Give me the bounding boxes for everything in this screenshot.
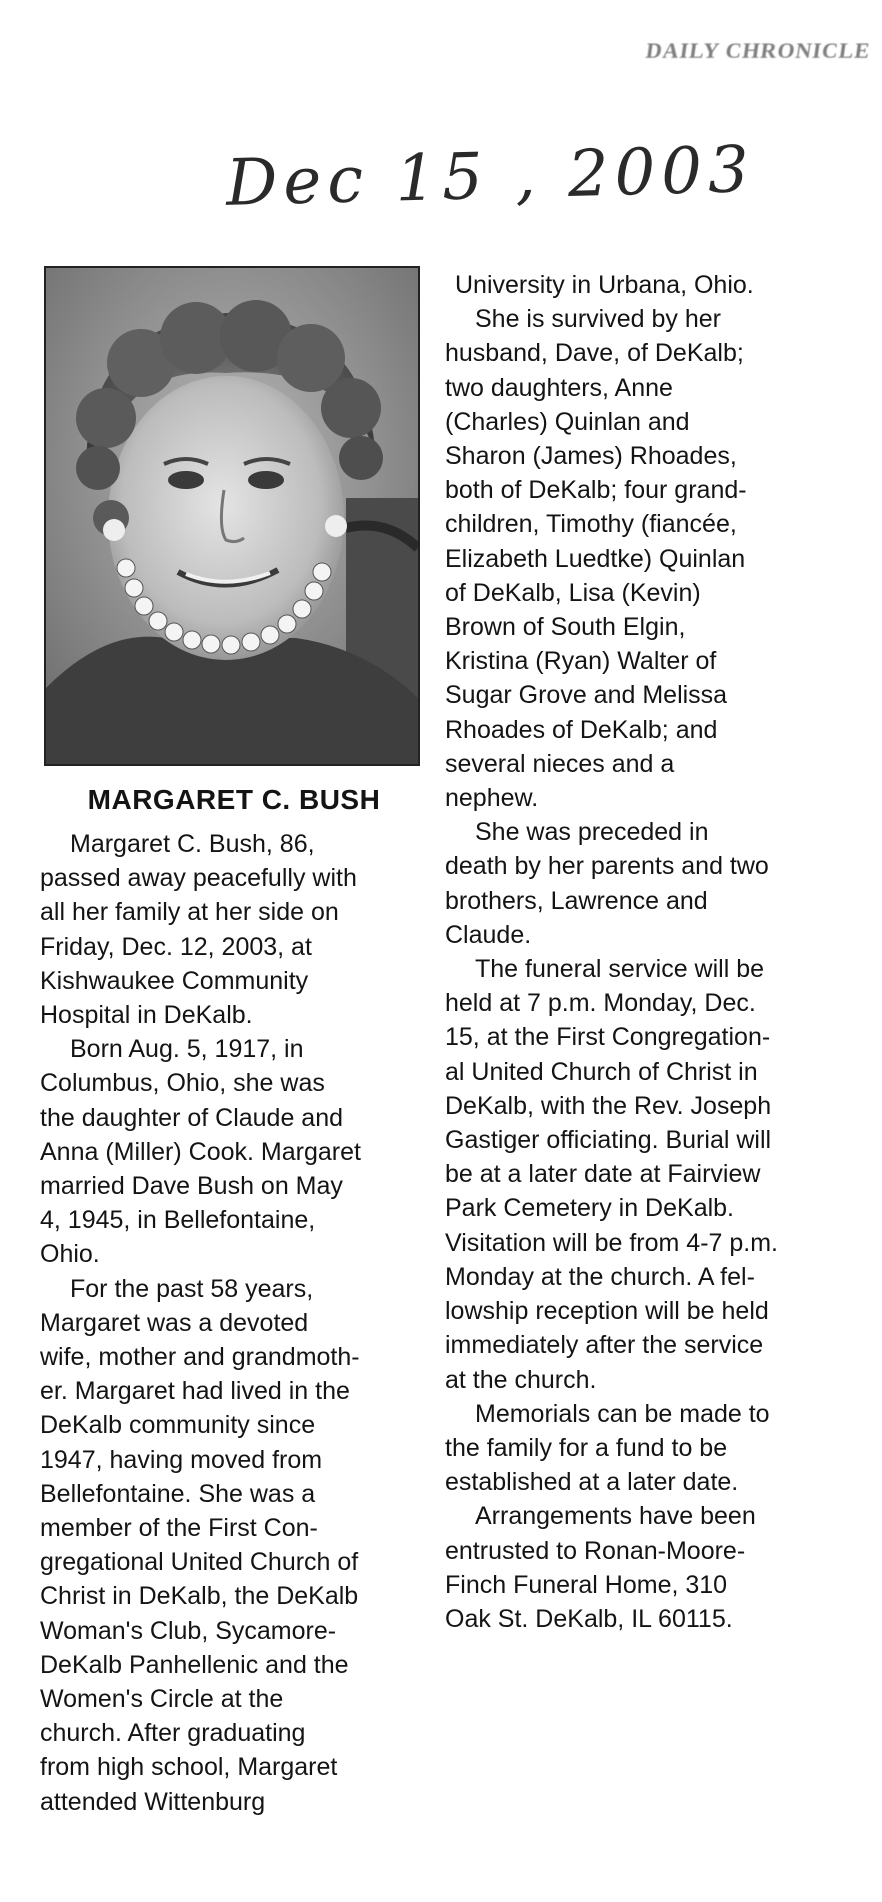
paragraph-arrangements: Arrangements have been entrusted to Ronan-Moore- Finch Funeral Home, 310 Oak St. DeKalb, IL 60115. — [445, 1502, 756, 1633]
paragraph-death-notice: Margaret C. Bush, 86, passed away peacefully with all her family at her side on Friday, Dec. 12, 2003, at Kishwaukee Community Hospital in DeKalb. — [40, 830, 357, 1030]
paragraph-survivors: She is survived by her husband, Dave, of DeKalb; two daughters, Anne (Charles) Quinlan and Sharon (James) Rhoades, both of DeKalb; four grand- children, Timothy (fiancée, Elizabeth Luedtke) Quinlan of DeKalb, Lisa (Kevin) Brown of South Elgin, Kristina (Ryan) Walter of Sugar Grove and Melissa Rhoades of DeKalb; and several nieces and a nephew. — [445, 305, 747, 813]
paragraph-funeral: The funeral service will be held at 7 p.m. Monday, Dec. 15, at the First Congregation- al United Church of Christ in DeKalb, with the Rev. Joseph Gastiger officiating. Burial will be at a later date at Fairview Park Cemetery in DeKalb. Visitation will be from 4-7 p.m. Monday at the church. A fel- lowship reception will be held immediately after the service at the church. — [445, 955, 778, 1394]
obituary-photo — [44, 266, 420, 766]
obituary-left-column — [40, 827, 420, 1819]
handwritten-date: Dec 15 , 2003 — [225, 133, 756, 221]
paragraph-life: For the past 58 years, Margaret was a devoted wife, mother and grandmoth- er. Margaret had lived in the DeKalb community since 1947, having moved from Bellefontaine. She was a member of the First Con- gregational United Church of Christ in DeKalb, the DeKalb Woman's Club, Sycamore- DeKalb Panhellenic and the Women's Circle at the church. After graduating from high school, Margaret attended Wittenburg — [40, 1274, 360, 1816]
paragraph-birth: Born Aug. 5, 1917, in Columbus, Ohio, she was the daughter of Claude and Anna (Miller) Cook. Margaret married Dave Bush on May 4, 1945, in Bellefontaine, Ohio. — [40, 1035, 361, 1269]
paragraph-preceded: She was preceded in death by her parents and two brothers, Lawrence and Claude. — [445, 818, 769, 949]
obituary-right-column — [445, 268, 875, 1636]
newspaper-masthead: DAILY CHRONICLE — [644, 38, 872, 63]
obituary-name-heading: MARGARET C. BUSH — [87, 784, 381, 815]
paragraph-continuation: University in Urbana, Ohio. — [455, 271, 754, 299]
paragraph-memorials: Memorials can be made to the family for a fund to be established at a later date. — [445, 1399, 770, 1497]
